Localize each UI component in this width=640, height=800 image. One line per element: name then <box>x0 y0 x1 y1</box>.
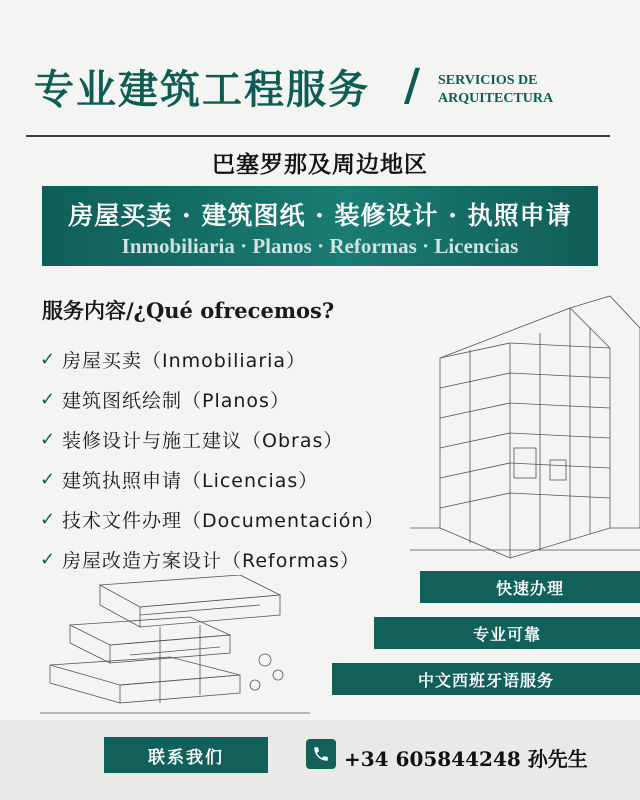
feature-reliable: 专业可靠 <box>374 617 640 649</box>
service-label: 房屋改造方案设计（Reformas） <box>62 549 360 572</box>
building-illustration <box>410 288 640 570</box>
list-item <box>40 419 384 459</box>
check-icon: ✓ <box>40 428 57 450</box>
offer-heading: 服务内容/¿Qué ofrecemos? <box>42 298 335 323</box>
list-item <box>40 539 384 579</box>
check-icon: ✓ <box>40 348 57 370</box>
list-item <box>40 459 384 499</box>
list-item <box>40 339 384 379</box>
check-icon: ✓ <box>40 548 57 570</box>
region-heading: 巴塞罗那及周边地区 <box>212 151 428 178</box>
feature-bilingual-service: 中文西班牙语服务 <box>332 663 640 695</box>
service-label: 房屋买卖（Inmobiliaria） <box>62 349 307 372</box>
list-item <box>40 499 384 539</box>
divider <box>26 135 610 137</box>
services-banner <box>42 186 598 266</box>
service-label: 技术文件办理（Documentación） <box>62 509 385 532</box>
service-label: 建筑执照申请（Licencias） <box>62 469 319 492</box>
phone-number[interactable]: +34 605844248 孙先生 <box>344 747 588 771</box>
services-list <box>40 339 384 579</box>
list-item <box>40 379 384 419</box>
service-label: 建筑图纸绘制（Planos） <box>62 389 290 412</box>
feature-fast-processing: 快速办理 <box>420 571 640 603</box>
title-separator: / <box>404 60 421 111</box>
check-icon: ✓ <box>40 388 57 410</box>
service-label: 装修设计与施工建议（Obras） <box>62 429 344 452</box>
modern-house-illustration <box>40 575 310 720</box>
phone-icon <box>306 739 336 769</box>
banner-text-zh: 房屋买卖 · 建筑图纸 · 装修设计 · 执照申请 <box>68 201 572 230</box>
subtitle-line-2: ARQUITECTURA <box>438 91 554 106</box>
subtitle-line-1: SERVICIOS DE <box>438 73 538 88</box>
contact-button[interactable]: 联系我们 <box>104 737 268 773</box>
banner-text-es: Inmobiliaria · Planos · Reformas · Licencias <box>121 234 519 258</box>
page-subtitle-es <box>438 72 553 108</box>
phone-glyph <box>312 745 330 763</box>
check-icon: ✓ <box>40 508 57 530</box>
check-icon: ✓ <box>40 468 57 490</box>
page-title: 专业建筑工程服务 <box>34 66 370 113</box>
